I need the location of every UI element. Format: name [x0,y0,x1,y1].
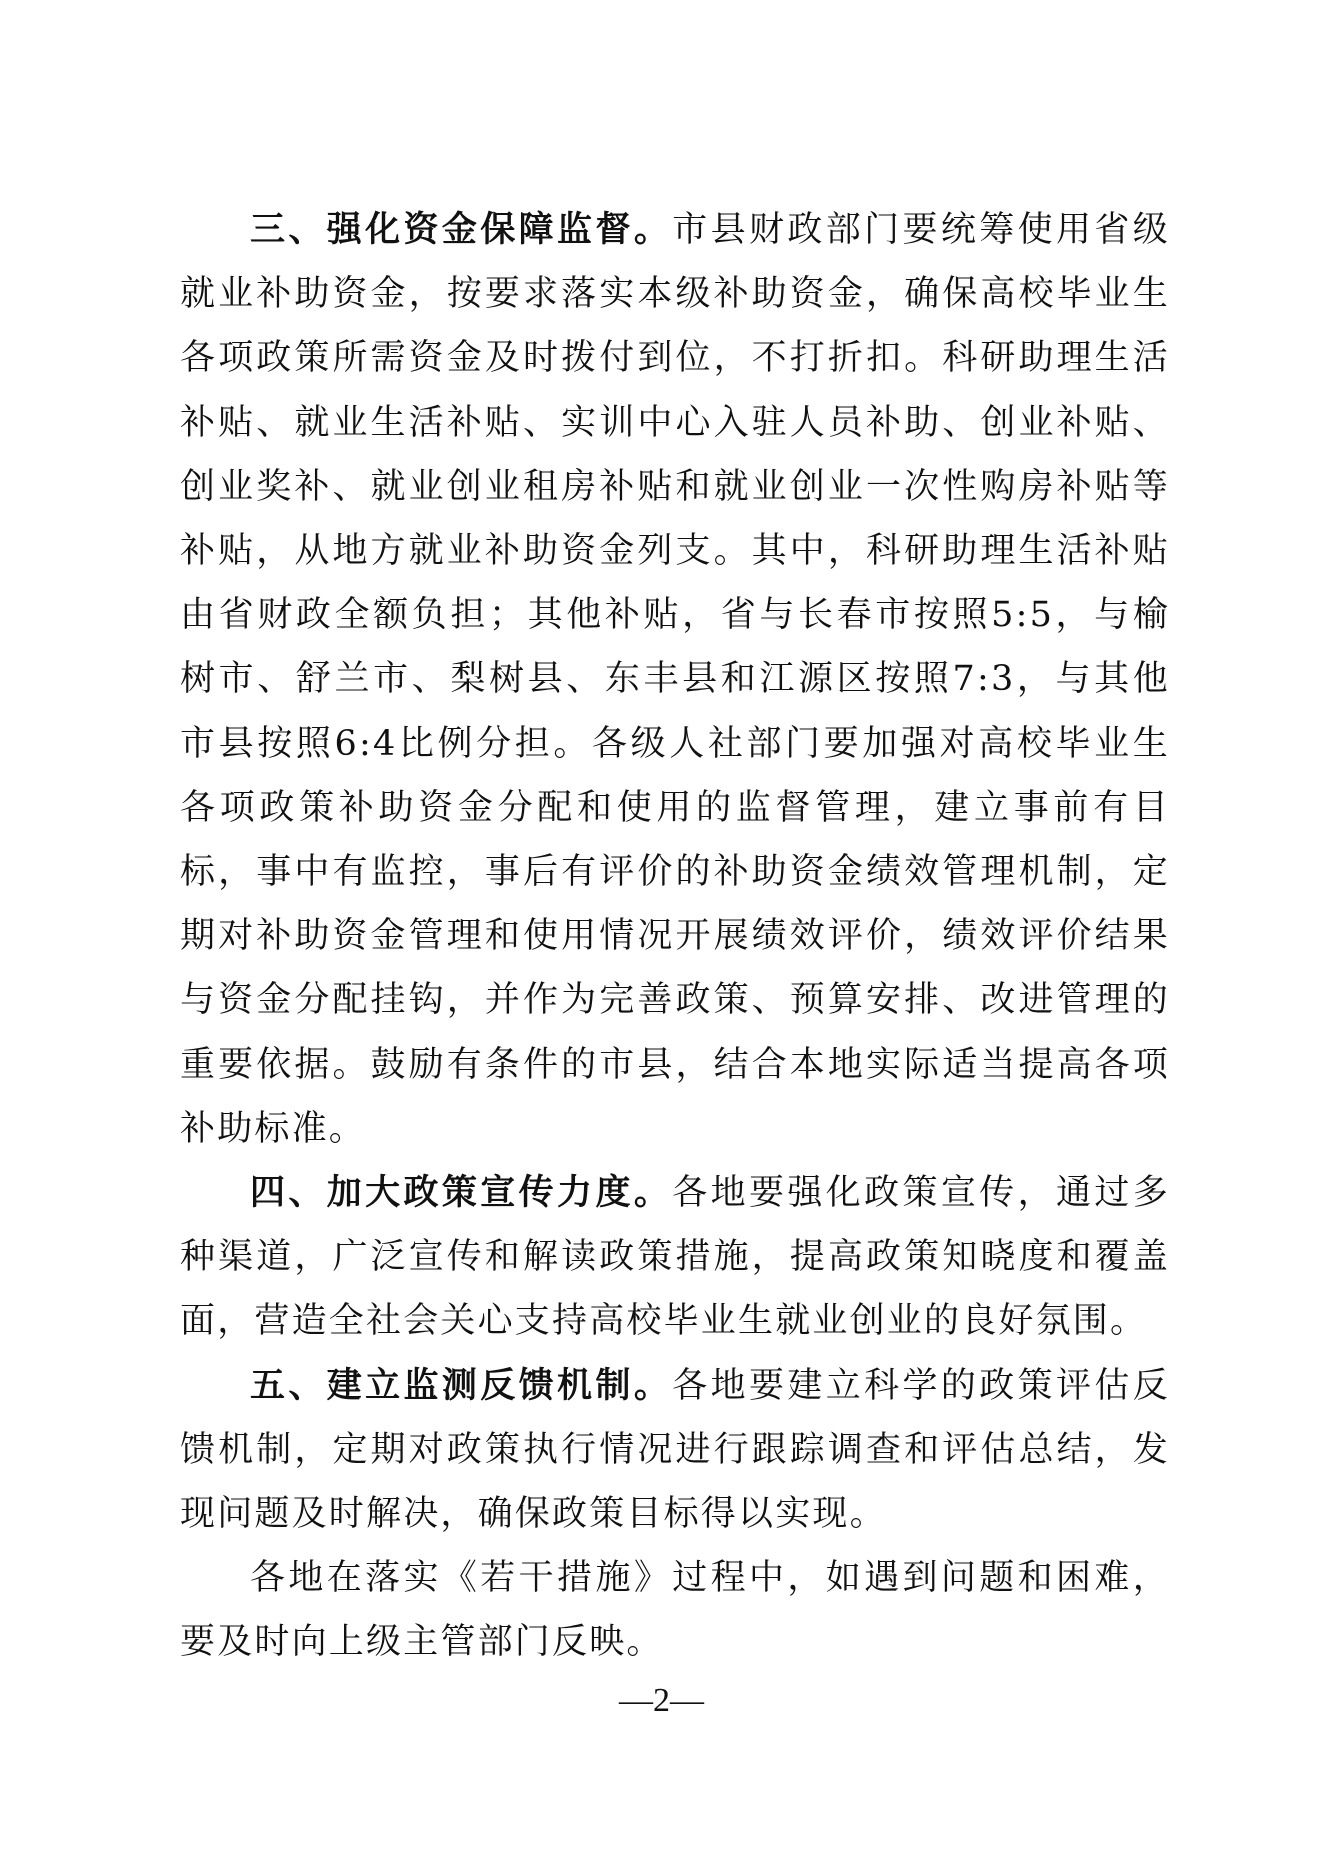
paragraph-text-fund-supervision: 市县财政部门要统筹使用省级就业补助资金，按要求落实本级补助资金，确保高校毕业生各项政策所需资金及时拨付到位，不打折扣。科研助理生活补贴、就业生活补贴、实训中心入驻人员补助、创业补贴、创业奖补、就业创业租房补贴和就业创业一次性购房补贴等补贴，从地方就业补助资金列支。其中，科研助理生活补贴由省财政全额负担；其他补贴，省与长春市按照5:5，与榆树市、舒兰市、梨树县、东丰县和江源区按照7:3，与其他市县按照6:4比例分担。各级人社部门要加强对高校毕业生各项政策补助资金分配和使用的监督管理，建立事前有目标，事中有监控，事后有评价的补助资金绩效管理机制，定期对补助资金管理和使用情况开展绩效评价，绩效评价结果与资金分配挂钩，并作为完善政策、预算安排、改进管理的重要依据。鼓励有条件的市县，结合本地实际适当提高各项补助标准。 [180,210,1171,1149]
paragraph-fund-supervision [180,198,1170,1161]
paragraph-closing [180,1546,1170,1674]
section-heading-policy-publicity: 四、加大政策宣传力度。 [250,1173,673,1214]
document-body [180,198,1170,1675]
page-number: —2— [619,1682,704,1719]
paragraph-policy-publicity [180,1161,1170,1354]
paragraph-text-monitoring-feedback: 各地要建立科学的政策评估反馈机制，定期对政策执行情况进行跟踪调查和评估总结，发现问题及时解决，确保政策目标得以实现。 [180,1365,1171,1535]
paragraph-monitoring-feedback [180,1354,1170,1547]
paragraph-text-closing: 各地在落实《若干措施》过程中，如遇到问题和困难，要及时向上级主管部门反映。 [180,1558,1170,1663]
paragraph-text-policy-publicity: 各地要强化政策宣传，通过多种渠道，广泛宣传和解读政策措施，提高政策知晓度和覆盖面，营造全社会关心支持高校毕业生就业创业的良好氛围。 [180,1173,1171,1342]
section-heading-monitoring-feedback: 五、建立监测反馈机制。 [250,1365,673,1406]
section-heading-fund-supervision: 三、强化资金保障监督。 [250,210,673,250]
